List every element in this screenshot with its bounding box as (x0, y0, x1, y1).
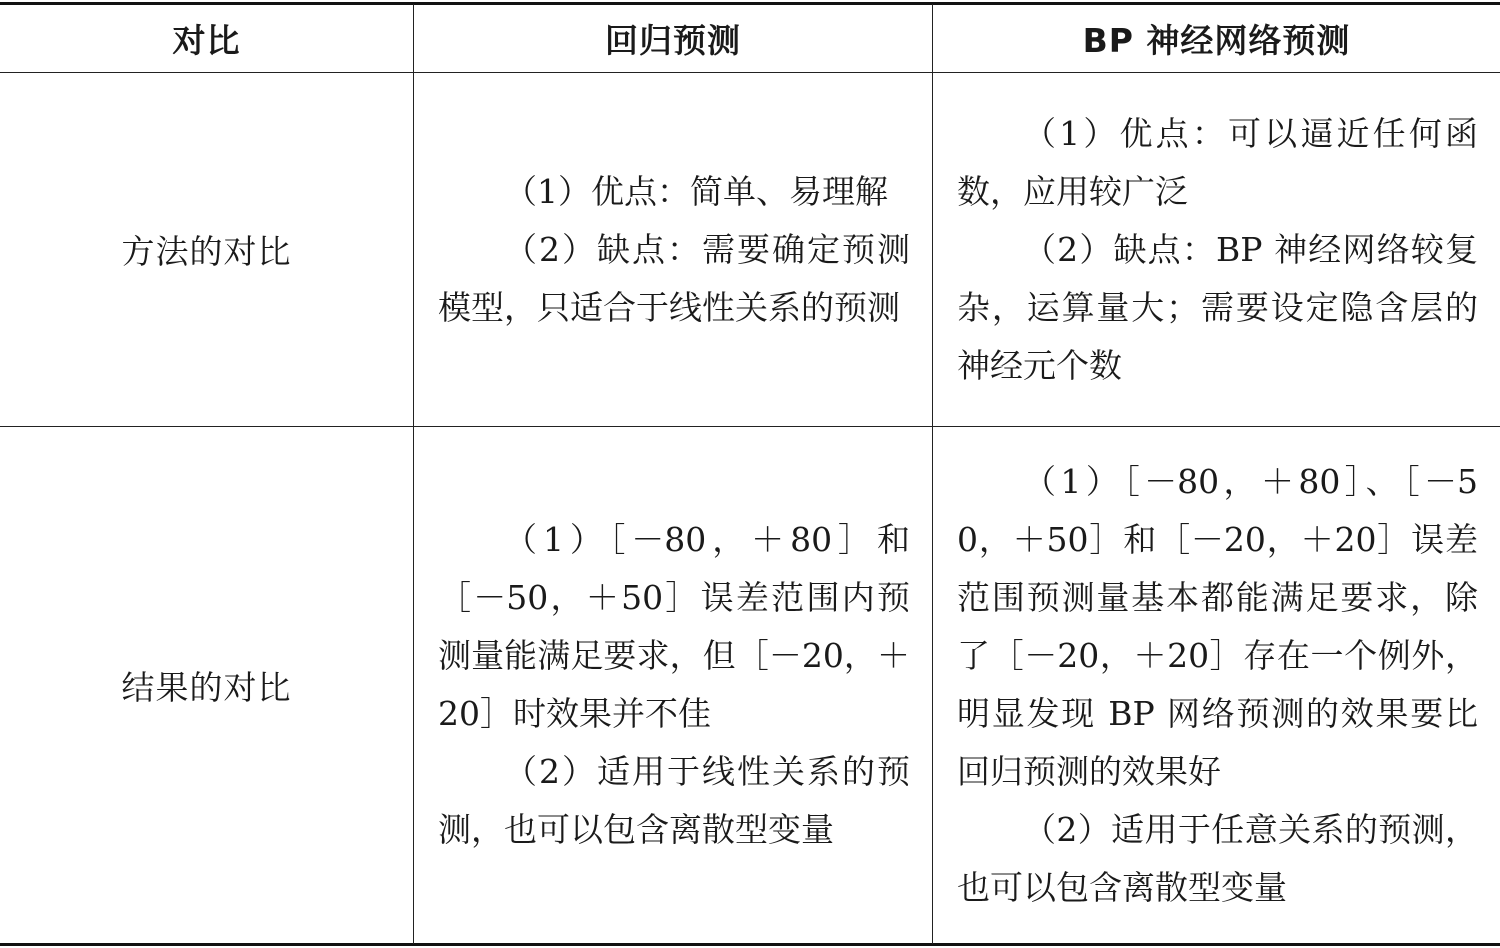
row-label-method: 方法的对比 (121, 232, 292, 271)
table-bottom-rule (0, 943, 1500, 946)
table-cell-paragraph: （1）优点：简单、易理解 (504, 171, 888, 211)
table-cell-paragraph: （1）［－80，＋80］和［－50，＋50］误差范围内预测量能满足要求，但［－20，＋20］时效果并不佳 (438, 520, 910, 733)
cell-method-regression (414, 73, 932, 426)
table-cell-paragraph: （1）优点：可以逼近任何函数，应用较广泛 (957, 113, 1478, 211)
header-compare: 对比 (172, 21, 241, 60)
table-cell-paragraph: （2）缺点：BP 神经网络较复杂，运算量大；需要设定隐含层的神经元个数 (957, 229, 1478, 385)
cell-result-regression (414, 427, 932, 943)
table-cell-paragraph: （1）［－80，＋80］、［－50，＋50］和［－20，＋20］误差范围预测量基本都能满足要求，除了［－20，＋20］存在一个例外，明显发现 BP 网络预测的效果要比回归预测的效果好 (957, 462, 1478, 791)
table-cell-paragraph: （2）缺点：需要确定预测模型，只适合于线性关系的预测 (438, 229, 910, 327)
cell-method-bp (933, 73, 1500, 426)
table-cell-paragraph: （2）适用于任意关系的预测，也可以包含离散型变量 (957, 810, 1478, 907)
cell-result-bp (933, 427, 1500, 943)
row-label-result: 结果的对比 (121, 667, 292, 707)
header-regression: 回归预测 (605, 21, 741, 60)
table-cell-paragraph: （2）适用于线性关系的预测，也可以包含离散型变量 (438, 752, 910, 849)
header-bp-network: BP 神经网络预测 (1082, 21, 1351, 60)
